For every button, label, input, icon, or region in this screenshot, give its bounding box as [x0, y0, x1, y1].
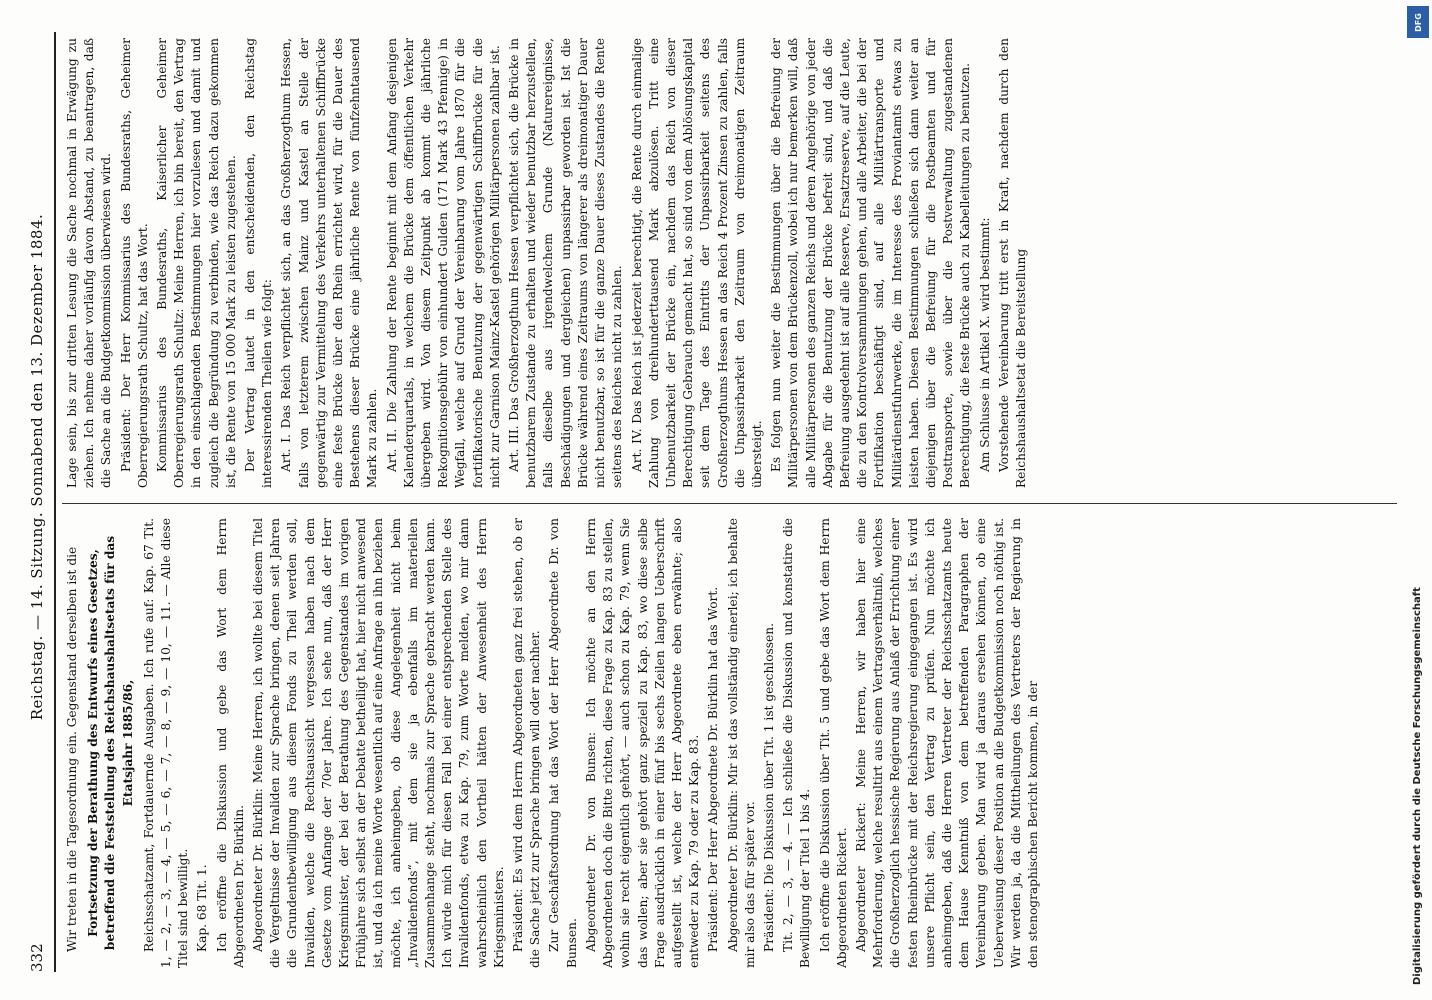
paragraph: Am Schlusse in Artikel X. wird bestimmt:: [977, 217, 992, 472]
paragraph: Wir treten in die Tagesordnung ein. Gegenstand derselben ist die: [65, 546, 79, 952]
dfg-logo: DFG: [1407, 6, 1429, 38]
paragraph: Art. IV. Das Reich ist jederzeit berechtigt, die Rente durch einmalige Zahlung von dreihunderttausend Mark abzulösen. Tritt eine Unbenutzbarkeit der Brücke ein, nachdem das Reich von dieser Berechtigung Gebrauch gemacht hat, so sind von dem Ablösungskapital seit dem Tage des Eintritts der Unpassirbarkeit seitens des Großherzogthums Hessen an das Reich 4 Prozent Zinsen zu zahlen, falls die Unpassirbarkeit den Zeitraum von dreimonatigen Zeitraum übersteigt.: [629, 38, 764, 488]
paragraph: Abgeordneter Dr. Bürklin: Meine Herren, ich wollte bei diesem Titel die Vergeltnisse der Invaliden zur Sprache bringen, denen seit Jahren die Grundentbewilligung aus diesem Fonds zu Theil werden soll, Invaliden, welche die Rechtsaussicht vergessen haben nach dem Gesetze vom Anfange der 70er Jahre. Ich sehe nun, daß der Herr Kriegsminister, der bei der Berathung des Gegenstandes im vorigen Frühjahre sich selbst an der Debatte betheiligt hat, hier nicht anwesend ist, und da ich meine Worte wesentlich auf eine Anfrage an ihn beziehen möchte, ich anheimgeben, ob diese Angelegenheit nicht beim „Invalidenfonds“, mit dem sie ja ebenfalls im materiellen Zusammenhange steht, nochmals zur Sprache gebracht werden kann. Ich würde mich für diesen Fall bei einer entsprechenden Stelle des Invalidenfonds, etwa zu Kap. 79, zum Worte melden, wo mir dann wahrscheinlich den Vortheil hätten der Anwesenheit des Herrn Kriegsministers.: [251, 518, 506, 968]
right-column: [64, 38, 1394, 488]
paragraph: Präsident: Es wird dem Herrn Abgeordneten ganz frei stehen, ob er die Sache jetzt zur Sprache bringen will oder nachher.: [511, 518, 543, 968]
column-divider: [62, 503, 1397, 504]
paragraph: Abgeordneter Rickert: Meine Herren, wir haben hier eine Mehrforderung, welche resultirt aus einem Vertragsverhältniß, welches die Großherzoglich hessische Regierung aus Anlaß der Errichtung einer festen Rheinbrücke mit der Reichsregierung eingegangen ist. Es wird unsere Pflicht sein, den Vertrag zu prüfen. Nun möchte ich anheimgeben, daß die Herren Vertreter der Reichsschatzamts heute dem Hause Kenntniß von dem betreffenden Paragraphen der Vereinbarung geben. Man wird ja daraus ersehen können, ob eine Ueberweisung dieser Position an die Budgetkommission noch nöthig ist. Wir werden ja, da die Mittheilungen des Vertreters der Regierung in den stenographischen Bericht kommen, in der: [853, 518, 1040, 968]
paragraph: Lage sein, bis zur dritten Lesung die Sache nochmal in Erwägung zu ziehen. Ich nehme daher vorläufig davon Abstand, zu beantragen, daß die Sache an die Budgetkommission überwiesen wird.: [65, 38, 114, 488]
digitization-credit: Digitalisierung gefördert durch die Deutsche Forschungsgemeinschaft: [1412, 587, 1423, 985]
left-column: [64, 518, 1394, 968]
paragraph: Reichsschatzamt, Fortdauernde Ausgaben. Ich rufe auf: Kap. 67 Tit. 1, — 2, — 3, — 4, — 5, — 6, — 7, — 8, — 9, — 10, — 11. — Alle diese Titel sind bewilligt.: [141, 518, 191, 968]
running-header: [22, 32, 52, 972]
paragraph: Zur Geschäftsordnung hat das Wort der Herr Abgeordnete Dr. von Bunsen.: [547, 518, 579, 968]
paragraph: Ich eröffne die Diskussion und gebe das Wort dem Herrn Abgeordneten Dr. Bürklin.: [214, 518, 246, 968]
paragraph: Art. III. Das Großherzogthum Hessen verpflichtet sich, die Brücke in benutzbarem Zustande zu erhalten und wieder benutzbar herzustellen, falls dieselbe aus irgendwelchem Grunde (Naturereignisse, Beschädigungen und dergleichen) unpassirbar geworden ist. Ist die Brücke während eines Zeitraums von längerer als dreimonatiger Dauer nicht benutzbar, so ist für die ganze Dauer dieses Zustandes die Rente seitens des Reiches nicht zu zahlen.: [507, 38, 625, 488]
paragraph: Ich eröffne die Diskussion über Tit. 5 und gebe das Wort dem Herrn Abgeordneten Rickert.: [817, 518, 849, 968]
paragraph: Kommissarius des Bundesraths, Kaiserlicher Geheimer Oberregierungsrath Schultz: Meine Herren, ich bin bereit, den Vertrag in den einschlagenden Bestimmungen hier vorzulesen und damit und zugleich die Begründung zu verbinden, wie das Reich dazu gekommen ist, die Rente von 15 000 Mark zu leisten zugestehen.: [155, 38, 238, 488]
paragraph: Präsident: Die Diskussion über Tit. 1 ist geschlossen.: [761, 623, 776, 952]
header-rule: [54, 32, 56, 972]
paragraph: Tit. 2, — 3, — 4. — Ich schließe die Diskussion und konstatire die Bewilligung der Titel 1 bis 4.: [781, 518, 813, 968]
paragraph: Abgeordneter Dr. Bürklin: Mir ist das vollständig einerlei; ich behalte mir also das für später vor.: [725, 518, 757, 968]
paragraph: Kap. 68 Tit. 1.: [195, 864, 210, 952]
paragraph: Präsident: Der Herr Kommissarius des Bundesraths, Geheimer Oberregierungsrath Schultz, hat das Wort.: [118, 38, 150, 488]
paragraph: Der Vertrag lautet in den entscheidenden, den Reichstag interessirenden Theilen wie folgt:: [243, 38, 275, 488]
paragraph: Art. II. Die Zahlung der Rente beginnt mit dem Anfang desjenigen Kalenderquartals, in welchem die Brücke dem öffentlichen Verkehr übergeben wird. Von diesem Zeitpunkt ab kommt die jährliche Rekognitionsgebühr von einhundert Gulden (171 Mark 43 Pfennige) in Wegfall, welche auf Grund der Vereinbarung vom Jahre 1870 für die fortifikatorische Benutzung der gegenwärtigen Schiffbrücke für die nicht zur Garnison Mainz-Kastel gehörigen Militärpersonen zahlbar ist.: [384, 38, 502, 488]
paragraph: Präsident: Der Herr Abgeordnete Dr. Bürklin hat das Wort.: [706, 586, 721, 952]
agenda-heading: Fortsetzung der Berathung des Entwurfs eines Gesetzes, betreffend die Feststellung des Reichshaushaltsetats für das Etatsjahr 1885/86,: [86, 535, 135, 951]
page-number: 332: [28, 943, 46, 972]
paragraph: Es folgen nun weiter die Bestimmungen über die Befreiung der Militärpersonen von dem Brückenzoll, wobei ich nur bemerken will, daß alle Militärpersonen des ganzen Reichs und deren Angehörige von jeder Abgabe für die Benutzung der Brücke befreit sind, und daß die Befreiung ausgedehnt ist auf alle Reserve, Ersatzreserve, auf die Leute, die zu den Kontrolversammlungen gehen, und alle Arbeiter, die bei der Fortifikation beschäftigt sind, auf alle Militärtransporte und Militärdienstfuhrwerke, die im Interesse des Proviantamts etwas zu leisten haben. Diesen Bestimmungen schließen sich dann weiter an diejenigen über die Befreiung für die Postbeamten und für Posttransporte, sowie über die Postverwaltung zugestandenen Berechtigung, die feste Brücke auch zu Kabelleitungen zu benutzen.: [769, 38, 973, 488]
paragraph: Art. I. Das Reich verpflichtet sich, an das Großherzogthum Hessen, falls von letzterem zwischen Mainz und Kastel an Stelle der gegenwärtig zur Vermittelung des Verkehrs unterhaltenen Schiffbrücke eine feste Brücke über den Rhein errichtet wird, für die Dauer des Bestehens dieser Brücke eine jährliche Rente von fünfzehntausend Mark zu zahlen.: [279, 38, 380, 488]
paragraph: Abgeordneter Dr. von Bunsen: Ich möchte an den Herrn Abgeordneten doch die Bitte richten, diese Frage zu Kap. 83 zu stellen, wohin sie recht eigentlich gehört, — auch schon zu Kap. 79, wenn Sie das wollen; aber sie gehört ganz speziell zu Kap. 83, wo diese selbe Frage ausdrücklich in einer fünf bis sechs Zeilen langen Ueberschrift aufgestellt ist, welche der Herr Abgeordnete eben erwähnte; also entweder zu Kap. 79 oder zu Kap. 83.: [583, 518, 702, 968]
running-title: Reichstag. — 14. Sitzung. Sonnabend den 13. Dezember 1884.: [28, 213, 46, 721]
paragraph: Vorstehende Vereinbarung tritt erst in Kraft, nachdem durch den Reichshaushaltsetat die Bereitstellung: [996, 38, 1028, 488]
